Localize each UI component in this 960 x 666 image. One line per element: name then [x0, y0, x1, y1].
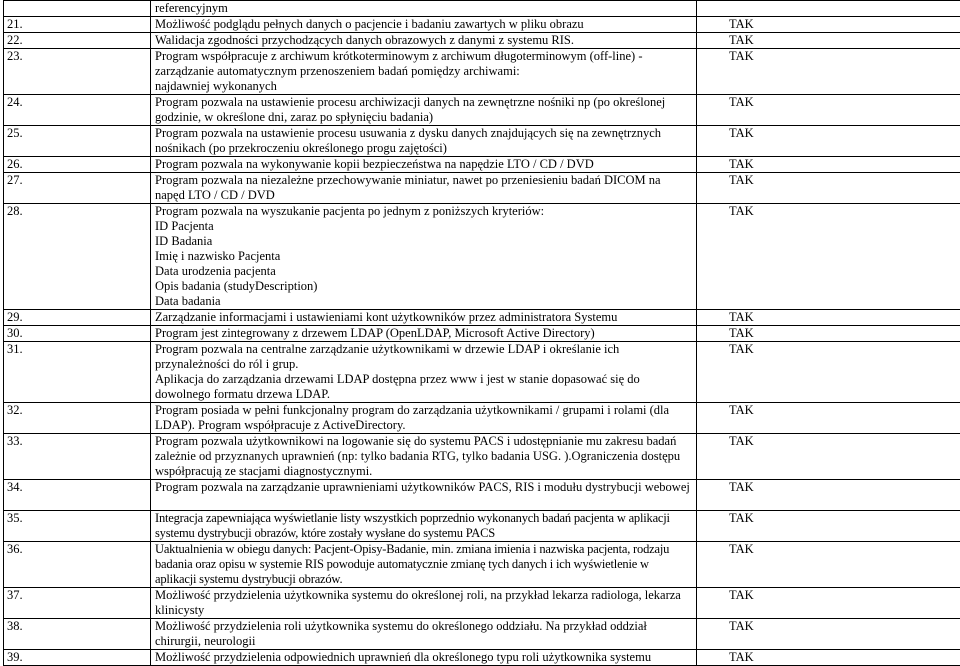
requirement-value: TAK	[697, 542, 960, 588]
row-number	[4, 1, 151, 17]
requirement-description	[151, 17, 697, 33]
description-line: Program pozwala użytkownikowi na logowanie się do systemu PACS i udostępnianie mu zakresu badań	[155, 434, 692, 449]
requirement-description	[151, 1, 697, 17]
requirement-value: TAK	[697, 17, 960, 33]
row-number: 31.	[4, 342, 151, 403]
requirement-description	[151, 588, 697, 619]
row-number: 32.	[4, 403, 151, 434]
table-row	[4, 204, 960, 310]
row-number: 36.	[4, 542, 151, 588]
requirement-description	[151, 650, 697, 666]
description-line: aplikacji systemu dystrybucji obrazów.	[155, 572, 692, 587]
description-line: Imię i nazwisko Pacjenta	[155, 249, 692, 264]
description-line	[155, 495, 692, 510]
row-number: 28.	[4, 204, 151, 310]
description-line: napęd LTO / CD / DVD	[155, 188, 692, 203]
row-number: 30.	[4, 326, 151, 342]
description-line: Data urodzenia pacjenta	[155, 264, 692, 279]
requirement-description	[151, 33, 697, 49]
row-number: 38.	[4, 619, 151, 650]
requirement-value: TAK	[697, 403, 960, 434]
requirement-value: TAK	[697, 511, 960, 542]
description-line: Program pozwala na wyszukanie pacjenta po jednym z poniższych kryteriów:	[155, 204, 692, 219]
table-row	[4, 95, 960, 126]
description-line: Program pozwala na niezależne przechowywanie miniatur, nawet po przeniesieniu badań DICOM na	[155, 173, 692, 188]
requirement-value: TAK	[697, 157, 960, 173]
description-line: zależnie od przyznanych uprawnień (np: tylko badania RTG, tylko badania USG. ).Ograniczenia dostępu	[155, 449, 692, 464]
description-line: dowolnego formatu drzewa LDAP.	[155, 387, 692, 402]
description-line: systemu dystrybucji obrazów, które zostały wysłane do systemu PACS	[155, 526, 692, 541]
row-number: 25.	[4, 126, 151, 157]
requirements-table	[3, 0, 960, 666]
description-line: Zarządzanie informacjami i ustawieniami kont użytkowników przez administratora Systemu	[155, 310, 692, 325]
requirement-value: TAK	[697, 619, 960, 650]
description-line: Program pozwala na zarządzanie uprawnieniami użytkowników PACS, RIS i modułu dystrybucji webowej	[155, 480, 692, 495]
description-line: Uaktualnienia w obiegu danych: Pacjent-Opisy-Badanie, min. zmiana imienia i nazwiska pacjenta, rodzaju	[155, 542, 692, 557]
description-line: nośnikach (po przekroczeniu określonego progu zajętości)	[155, 141, 692, 156]
table-row	[4, 403, 960, 434]
table-row	[4, 17, 960, 33]
description-line: Możliwość przydzielenia użytkownika systemu do określonej roli, na przykład lekarza radiologa, lekarza	[155, 588, 692, 603]
requirement-description	[151, 403, 697, 434]
requirement-value: TAK	[697, 204, 960, 310]
description-line: klinicysty	[155, 603, 692, 618]
requirement-value: TAK	[697, 342, 960, 403]
table-row	[4, 588, 960, 619]
requirement-description	[151, 49, 697, 95]
table-row	[4, 619, 960, 650]
description-line: LDAP). Program współpracuje z ActiveDirectory.	[155, 418, 692, 433]
description-line: Integracja zapewniająca wyświetlanie listy wszystkich poprzednio wykonanych badań pacjenta w aplikacji	[155, 511, 692, 526]
table-row	[4, 650, 960, 666]
description-line: Program współpracuje z archiwum krótkoterminowym z archiwum długoterminowym (off-line) -	[155, 49, 692, 64]
table-row	[4, 480, 960, 511]
description-line: zarządzanie automatycznym przenoszeniem badań pomiędzy archiwami:	[155, 64, 692, 79]
description-line: Walidacja zgodności przychodzących danych obrazowych z danymi z systemu RIS.	[155, 33, 692, 48]
requirement-value: TAK	[697, 126, 960, 157]
description-line: Opis badania (studyDescription)	[155, 279, 692, 294]
description-line: Data badania	[155, 294, 692, 309]
row-number: 23.	[4, 49, 151, 95]
requirement-description	[151, 480, 697, 511]
requirement-value: TAK	[697, 650, 960, 666]
table-row	[4, 342, 960, 403]
description-line: Program jest zintegrowany z drzewem LDAP (OpenLDAP, Microsoft Active Directory)	[155, 326, 692, 341]
row-number: 39.	[4, 650, 151, 666]
requirement-description	[151, 619, 697, 650]
row-number: 37.	[4, 588, 151, 619]
description-line: Program pozwala na wykonywanie kopii bezpieczeństwa na napędzie LTO / CD / DVD	[155, 157, 692, 172]
table-row	[4, 542, 960, 588]
table-row	[4, 126, 960, 157]
row-number: 29.	[4, 310, 151, 326]
description-line: godzinie, w określone dni, zaraz po spłynięciu badania)	[155, 110, 692, 125]
requirement-value: TAK	[697, 49, 960, 95]
requirement-value: TAK	[697, 434, 960, 480]
table-row	[4, 173, 960, 204]
description-line: współpracują ze stacjami diagnostycznymi.	[155, 464, 692, 479]
requirement-description	[151, 511, 697, 542]
row-number: 33.	[4, 434, 151, 480]
row-number: 34.	[4, 480, 151, 511]
table-row	[4, 1, 960, 17]
requirement-description	[151, 157, 697, 173]
description-line: najdawniej wykonanych	[155, 79, 692, 94]
row-number: 27.	[4, 173, 151, 204]
description-line: przynależności do ról i grup.	[155, 357, 692, 372]
description-line: ID Badania	[155, 234, 692, 249]
description-line: Program pozwala na ustawienie procesu archiwizacji danych na zewnętrzne nośniki np (po określonej	[155, 95, 692, 110]
row-number: 26.	[4, 157, 151, 173]
row-number: 24.	[4, 95, 151, 126]
table-row	[4, 49, 960, 95]
requirement-description	[151, 434, 697, 480]
requirement-value: TAK	[697, 480, 960, 511]
description-line: Program posiada w pełni funkcjonalny program do zarządzania użytkownikami / grupami i rolami (dla	[155, 403, 692, 418]
description-line: referencyjnym	[155, 1, 692, 16]
requirement-description	[151, 326, 697, 342]
requirement-value: TAK	[697, 326, 960, 342]
description-line: Możliwość przydzielenia roli użytkownika systemu do określonego oddziału. Na przykład oddział	[155, 619, 692, 634]
description-line: Aplikacja do zarządzania drzewami LDAP dostępna przez www i jest w stanie dopasować się do	[155, 372, 692, 387]
table-row	[4, 157, 960, 173]
requirement-description	[151, 95, 697, 126]
table-row	[4, 326, 960, 342]
requirement-description	[151, 310, 697, 326]
requirement-value: TAK	[697, 310, 960, 326]
table-row	[4, 33, 960, 49]
requirement-value: TAK	[697, 588, 960, 619]
requirement-value: TAK	[697, 33, 960, 49]
table-row	[4, 434, 960, 480]
row-number: 22.	[4, 33, 151, 49]
row-number: 35.	[4, 511, 151, 542]
requirement-description	[151, 204, 697, 310]
requirement-value: TAK	[697, 173, 960, 204]
requirement-value	[697, 1, 960, 17]
description-line: Możliwość przydzielenia odpowiednich uprawnień dla określonego typu roli użytkownika systemu	[155, 650, 692, 665]
requirement-value: TAK	[697, 95, 960, 126]
requirement-description	[151, 173, 697, 204]
table-row	[4, 511, 960, 542]
table-row	[4, 310, 960, 326]
requirement-description	[151, 342, 697, 403]
description-line: Możliwość podglądu pełnych danych o pacjencie i badaniu zawartych w pliku obrazu	[155, 17, 692, 32]
description-line: Program pozwala na ustawienie procesu usuwania z dysku danych znajdujących się na zewnętrznych	[155, 126, 692, 141]
description-line: Program pozwala na centralne zarządzanie użytkownikami w drzewie LDAP i określanie ich	[155, 342, 692, 357]
description-line: ID Pacjenta	[155, 219, 692, 234]
row-number: 21.	[4, 17, 151, 33]
description-line: chirurgii, neurologii	[155, 634, 692, 649]
requirements-table-body	[4, 1, 960, 666]
description-line: badania oraz opisu w systemie RIS powoduje automatycznie zmianę tych danych i ich wyświetlenie w	[155, 557, 692, 572]
requirement-description	[151, 126, 697, 157]
requirement-description	[151, 542, 697, 588]
